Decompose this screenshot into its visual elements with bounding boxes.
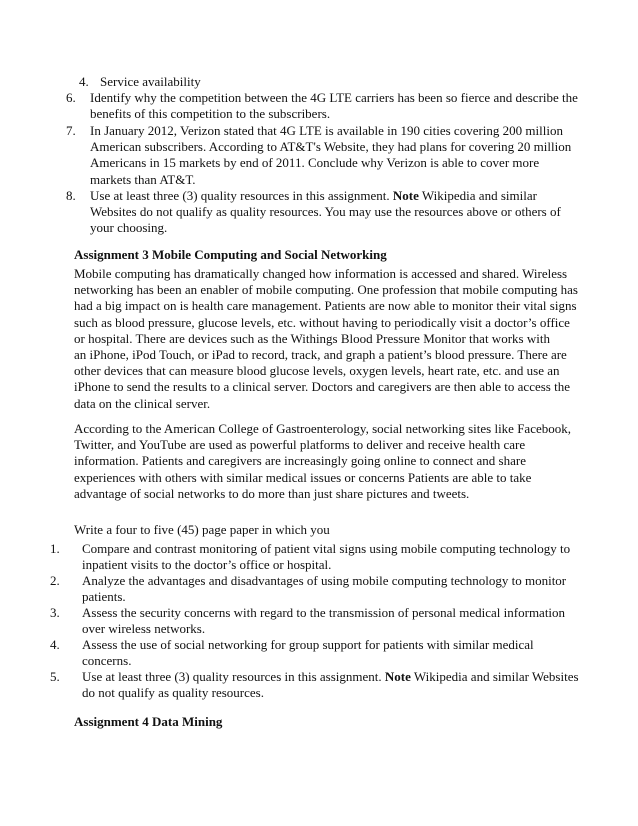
item-number: 2. [50,573,60,588]
note-label: Note [384,669,411,684]
list-item: 1. Compare and contrast monitoring of patient vital signs using mobile computing technology to inpatient visits to the doctor’s office or hospital. [50,541,571,573]
list-item [66,188,606,237]
item-text: benefits of this competition to the subscribers. [90,106,331,122]
item-text: Service availability [100,74,201,89]
list-item: 5. Use at least three (3) quality resources in this assignment. Note Wikipedia and similar Websites do not qualify as quality resources. [50,669,579,701]
top-list [66,74,606,237]
item-text: Americans in 15 markets by end of 2011. Conclude why Verizon is able to cover more [90,155,540,171]
assignment-3-heading: Assignment 3 Mobile Computing and Social Networking [74,247,387,262]
item-number: 6. [66,90,76,105]
item-number: 4. [50,637,60,652]
item-text: American subscribers. According to AT&T's Website, they had plans for covering 20 million [90,139,572,155]
item-number: 1. [50,541,60,556]
item-text: Use at least three (3) quality resources in this assignment. Note Wikipedia and similar [90,188,537,203]
list-item [66,74,606,90]
item-text: In January 2012, Verizon stated that 4G LTE is available in 190 cities covering 200 million [90,123,563,138]
instructions-intro: Write a four to five (45) page paper in which you [74,522,330,537]
item-number: 4. [79,74,89,89]
paragraph: Mobile computing has dramatically changed how information is accessed and shared. Wireless networking has been an enabler of mobile computing. One profession that mobile computing has had a big impact on is health care management. Patients are now able to monitor their vital signs such as blood pressure, glucose levels, etc. without having to periodically visit a doctor’s office or hospital. There are devices such as the Withings Blood Pressure Monitor that works with an iPhone, iPod Touch, or iPad to record, track, and graph a patient’s blood pressure. There are other devices that can measure blood glucose levels, oxygen levels, heart rate, etc. and use an iPhone to send the results to a clinical server. Doctors and caregivers are then able to access the data on the clinical server. [74,266,578,411]
list-item: 3. Assess the security concerns with regard to the transmission of personal medical information over wireless networks. [50,605,566,637]
item-number: 5. [50,669,60,684]
list-item [66,90,606,123]
list-item [66,123,606,188]
list-item: 2. Analyze the advantages and disadvantages of using mobile computing technology to monitor patients. [50,573,567,605]
item-number: 8. [66,188,76,203]
list-item: 4. Assess the use of social networking for group support for patients with similar medical concerns. [50,637,534,669]
item-number: 3. [50,605,60,620]
assignment-3-list [50,541,620,701]
item-text: Websites do not qualify as quality resources. You may use the resources above or others of [90,204,561,220]
note-label: Note [392,188,419,203]
paragraph: According to the American College of Gastroenterology, social networking sites like Facebook, Twitter, and YouTube are used as powerful platforms to deliver and receive health care information. Patients and caregivers are increasingly going online to connect and share experiences with others with similar medical issues or concerns Patients are able to take advantage of social networks to do more than just share pictures and tweets. [74,421,571,501]
assignment-4-heading: Assignment 4 Data Mining [74,714,223,729]
item-text: your choosing. [90,220,168,236]
item-text: markets than AT&T. [90,171,196,187]
item-number: 7. [66,123,76,138]
item-text: Identify why the competition between the 4G LTE carriers has been so fierce and describe the [90,90,578,105]
